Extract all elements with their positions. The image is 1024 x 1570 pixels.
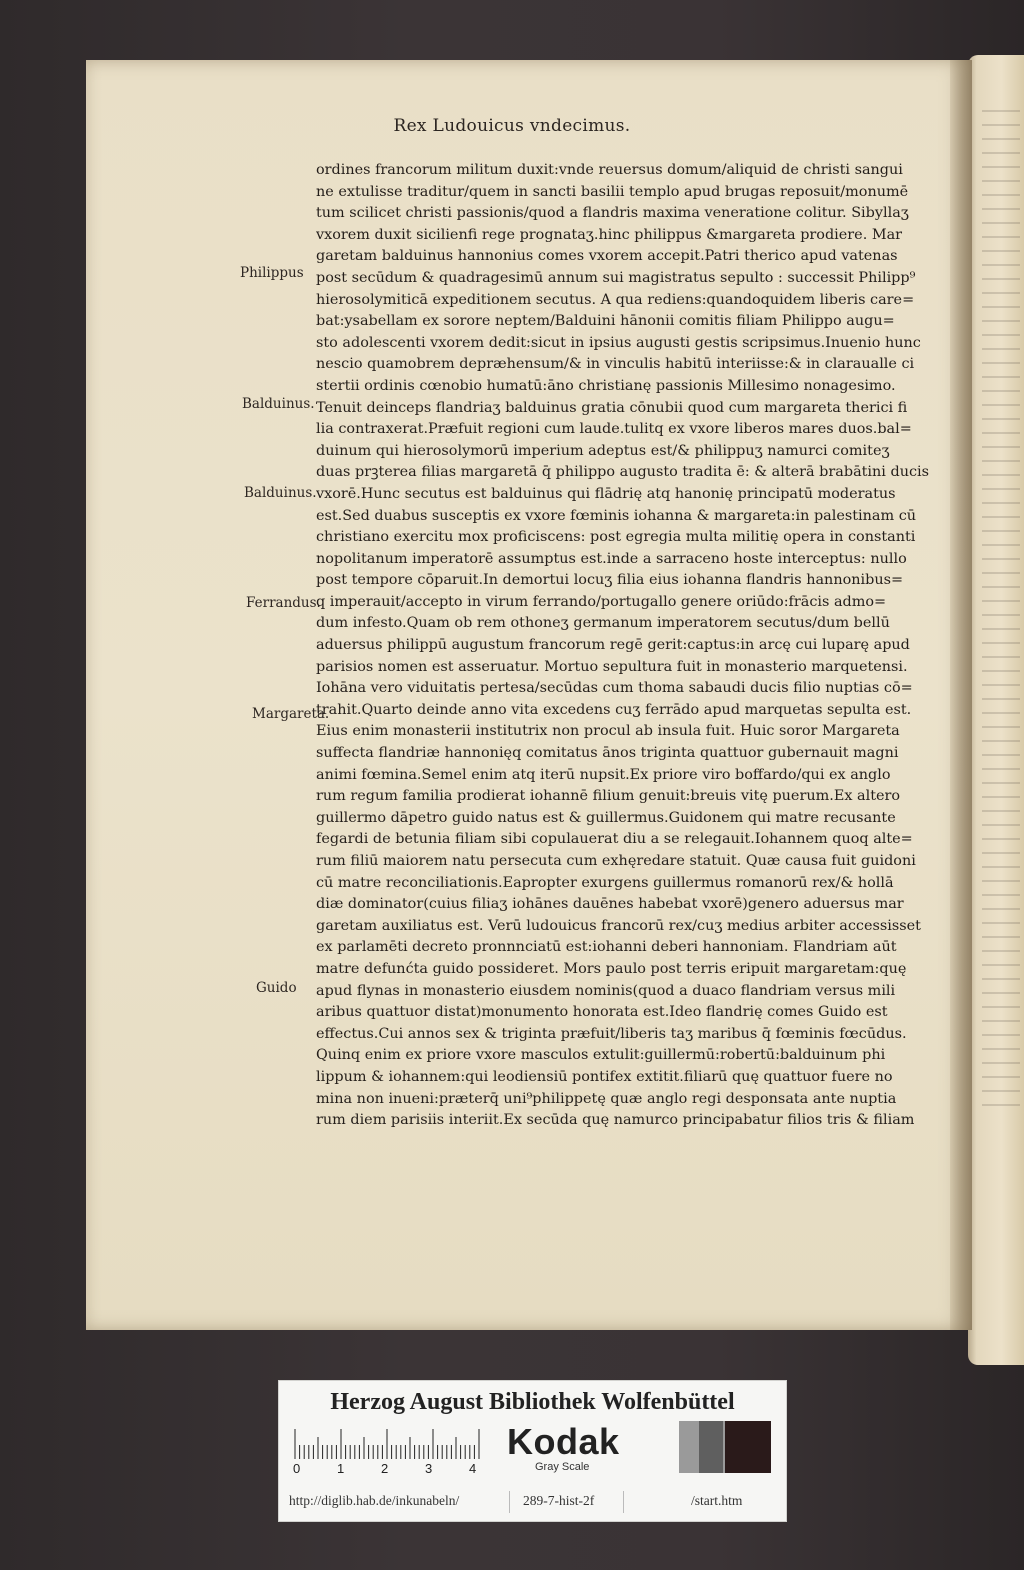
text-line: aribus quattuor distat)monumento honorata est.Ideo flandrię comes Guido est [316,1004,888,1021]
text-line: nopolitanum imperatorē assumptus est.inde a sarraceno hoste interceptus: nullo [316,550,907,567]
text-line: Iohāna vero viduitatis pertesa/secūdas cum thoma sabaudi ducis filio nuptias cō= [316,680,913,697]
text-line: duas prꝫterea filias margaretā q̄ philippo augusto tradita ē: & alterā brabātini ducis [316,464,930,481]
text-line: animi fœmina.Semel enim atq iterū nupsit.Ex priore viro boffardo/qui ex anglo [316,766,891,783]
marginal-note-margareta: Margareta. [252,706,330,722]
url-divider [509,1491,510,1513]
kodak-logo: Kodak [507,1421,620,1462]
url-suffix: /start.htm [691,1493,743,1508]
text-line: parisios nomen est asseruatur. Mortuo sepultura fuit in monasterio marquetensi. [316,658,908,675]
ruler-number: 4 [469,1461,477,1476]
text-line: post tempore cōparuit.In demortui locuʒ filia eius iohanna flandris hannonibus= [316,572,904,589]
text-line: Eius enim monasterii institutrix non procul ab insula fuit. Huic soror Margareta [316,723,900,740]
text-line: garetam auxiliatus est. Verū ludouicus francorū rex/cuʒ medius arbiter accessisset [316,917,921,934]
calibration-card [278,1380,787,1522]
text-line: stertii ordinis cœnobio humatū:āno christianę passionis Millesimo nonagesimo. [316,377,896,394]
main-text-block [316,160,950,1132]
text-line: tum scilicet christi passionis/quod a flandris maxima veneratione colitur. Sibyllaʒ [316,205,909,222]
gray-scale-caption: Gray Scale [535,1461,590,1473]
marginal-note-philippus: Philippus [240,265,304,281]
url-divider [623,1491,624,1513]
ruler-number: 0 [293,1461,301,1476]
text-line: sto adolescenti vxorem dedit:sicut in ipsius augusti gestis scripsimus.Inuenio hunc [316,334,921,351]
text-line: garetam balduinus hannonius comes vxorem accepit.Patri therico apud vatenas [316,248,898,265]
text-line: suffecta flandriæ hannonięq comitatus ānos triginta quattuor gubernauit magni [316,745,899,762]
text-line: mina non inueni:præterq̄ uni⁹philippetę quæ anglo regi desponsata ante nuptia [316,1090,897,1107]
text-line: cū matre reconciliationis.Eapropter exurgens guillermus romanorū rex/& hollā [316,874,894,891]
text-line: aduersus philippū augustum francorum regē gerit:captus:in arcę cui luparę apud [316,637,910,654]
text-line: duinum qui hierosolymorū imperium adeptus est/& philippuʒ namurci comiteʒ [316,442,890,459]
url-prefix: http://diglib.hab.de/inkunabeln/ [289,1493,460,1508]
text-line: vxorē.Hunc secutus est balduinus qui flādrię atq hanonię principatū moderatus [316,485,896,502]
text-line: nescio quamobrem depræhensum/& in vinculis habitū interiisse:& in claraualle ci [316,356,915,373]
next-leaf-text-bleed [982,110,1020,1110]
shelfmark: 289-7-hist-2f [523,1493,595,1508]
text-line: lia contraxerat.Præfuit regioni cum laude.tulitq ex vxore liberos mares duos.bal= [316,421,912,438]
text-line: ne extulisse traditur/quem in sancti basilii templo apud brugas reposuit/monumē [316,183,909,200]
text-line: hierosolymiticā expeditionem secutus. A qua rediens:quandoquidem liberis care= [316,291,915,308]
text-line: diæ dominator(cuius filiaʒ iohānes dauēnes habebat vxorē)genero aduersus mar [316,896,904,913]
ruler-number: 1 [337,1461,345,1476]
ruler-scale [293,1427,489,1461]
text-line: matre defunćta guido possideret. Mors paulo post terris eripuit margaretam:quę [316,960,907,977]
marginal-note-balduinus-2: Balduinus. [244,485,317,501]
url-row [279,1485,786,1519]
text-line: lippum & iohannem:qui leodiensiū pontifex extitit.filiarū quę quattuor fuere no [316,1068,893,1085]
text-line: ordines francorum militum duxit:vnde reuersus domum/aliquid de christi sangui [316,162,903,178]
text-line: bat:ysabellam ex sorore neptem/Balduini hānonii comitis filiam Philippo augu= [316,313,895,330]
text-line: effectus.Cui annos sex & triginta præfuit/liberis taʒ maribus q̄ fœminis fœcūdus. [316,1025,907,1042]
text-line: christiano exercitu mox proficiscens: post egregia multa militię opera in constanti [316,529,916,546]
marginal-note-ferrandus: Ferrandus. [246,595,321,611]
marginal-note-guido: Guido [256,980,297,996]
library-name: Herzog August Bibliothek Wolfenbüttel [330,1389,735,1415]
text-line: Tenuit deinceps flandriaʒ balduinus gratia cōnubii quod cum margareta therici fi [316,399,908,416]
ruler-number: 2 [381,1461,389,1476]
ruler-number: 3 [425,1461,433,1476]
text-line: q imperauit/accepto in virum ferrando/portugallo genere oriūdo:frācis admo= [316,593,887,610]
page-gutter-shadow [950,60,972,1330]
gray-swatch-mid [699,1421,723,1473]
text-line: est.Sed duabus susceptis ex vxore fœminis iohanna & margareta:in palestinam cū [316,507,917,524]
text-line: rum filiū maiorem natu persecuta cum exhęredare statuit. Quæ causa fuit guidoni [316,853,916,869]
text-line: rum regum familia prodierat iohannē filium genuit:breuis vitę puerum.Ex altero [316,788,901,805]
gray-swatch-dark [725,1421,771,1473]
text-line: trahit.Quarto deinde anno vita excedens cuʒ ferrādo apud marquetas sepulta est. [316,701,912,718]
text-line: guillermo dāpetro guido natus est & guillermus.Guidonem qui matre recusante [316,809,896,826]
running-title: Rex Ludouicus vndecimus. [393,116,631,136]
text-line: ex parlamēti decreto pronnnciatū est:iohanni deberi hannoniam. Flandriam aūt [316,939,897,956]
text-line: apud flynas in monasterio eiusdem nominis(quod a duaco flandriam versus mili [316,982,896,999]
text-line: dum infesto.Quam ob rem othoneʒ germanum imperatorem secutus/dum bellū [316,615,890,632]
text-line: vxorem duxit sicilienfi rege prognataʒ.hinc philippus &margareta prodiere. Mar [316,226,903,243]
text-line: post secūdum & quadragesimū annum sui magistratus sepulto : successit Philipp⁹ [316,269,916,286]
text-line: Quinq enim ex priore vxore masculos extulit:guillermū:robertū:balduinum phi [316,1047,886,1064]
text-line: rum diem parisiis interiit.Ex secūda quę namurco principabatur filios tris & filiam [316,1112,915,1129]
text-line: fegardi de betunia filiam sibi copulauerat diu a se relegauit.Iohannem quoq alte= [316,831,913,848]
marginal-note-balduinus-1: Balduinus. [242,396,315,412]
